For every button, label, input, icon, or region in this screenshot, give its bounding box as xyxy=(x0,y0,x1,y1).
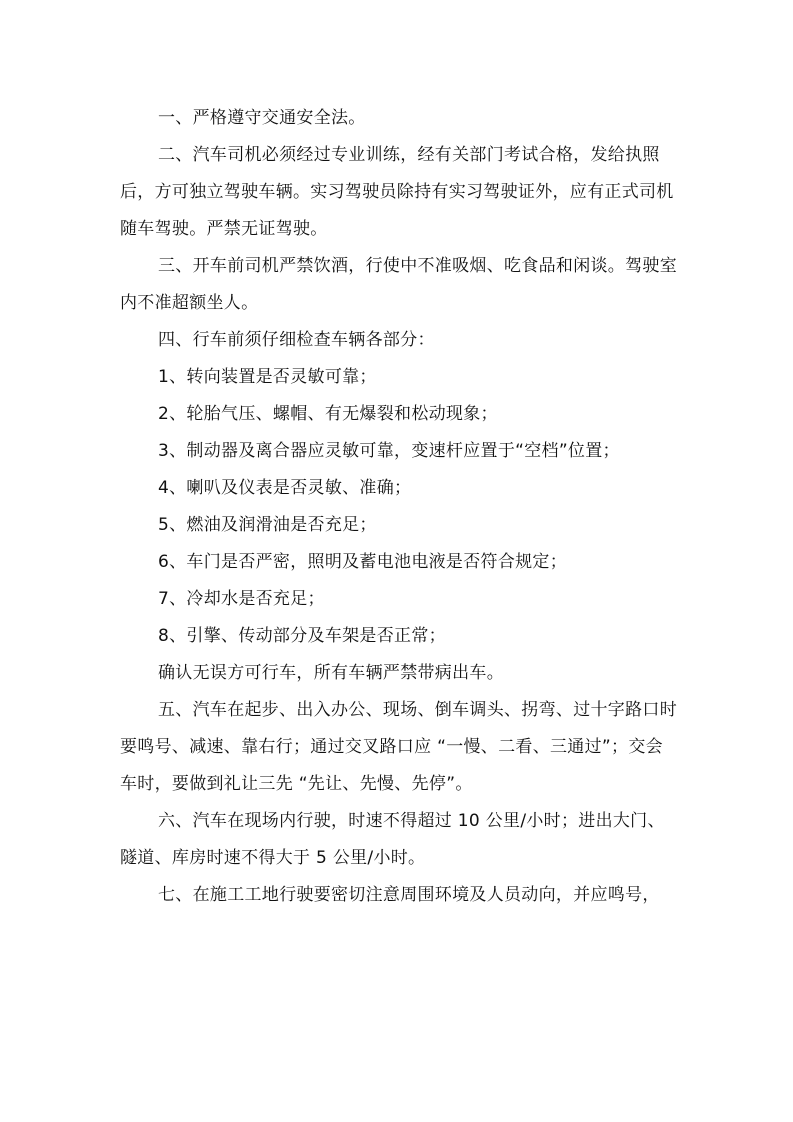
list-item-check-1: 1、转向装置是否灵敏可靠； xyxy=(158,367,377,387)
list-item-check-5: 5、燃油及润滑油是否充足； xyxy=(158,515,377,535)
list-item-check-7: 7、冷却水是否充足； xyxy=(158,589,325,609)
paragraph-rule-6: 六、汽车在现场内行驶，时速不得超过 10 公里/小时；进出大门、隧道、库房时速不得大于 5 公里/小时。 xyxy=(120,811,665,868)
paragraph-rule-1: 一、严格遵守交通安全法。 xyxy=(158,108,366,128)
list-item-check-2: 2、轮胎气压、螺帽、有无爆裂和松动现象； xyxy=(158,404,498,424)
list-item-check-6: 6、车门是否严密，照明及蓄电池电液是否符合规定； xyxy=(158,552,568,572)
document-body xyxy=(120,100,680,914)
paragraph-confirm: 确认无误方可行车，所有车辆严禁带病出车。 xyxy=(158,663,504,683)
paragraph-rule-7: 七、在施工工地行驶要密切注意周围环境及人员动向，并应鸣号， xyxy=(158,885,660,905)
paragraph-rule-5: 五、汽车在起步、出入办公、现场、倒车调头、拐弯、过十字路口时要鸣号、减速、靠右行；通过交叉路口应 “一慢、二看、三通过”；交会车时，要做到礼让三先 “先让、先慢、先停”。 xyxy=(120,700,677,794)
paragraph-rule-3: 三、开车前司机严禁饮酒，行使中不准吸烟、吃食品和闲谈。驾驶室内不准超额坐人。 xyxy=(120,256,677,313)
list-item-check-4: 4、喇叭及仪表是否灵敏、准确； xyxy=(158,478,412,498)
paragraph-rule-2: 二、汽车司机必须经过专业训练，经有关部门考试合格，发给执照后，方可独立驾驶车辆。实习驾驶员除持有实习驾驶证外，应有正式司机随车驾驶。严禁无证驾驶。 xyxy=(120,145,674,239)
paragraph-rule-4: 四、行车前须仔细检查车辆各部分： xyxy=(158,330,435,350)
list-item-check-3: 3、制动器及离合器应灵敏可靠，变速杆应置于“空档”位置； xyxy=(158,441,620,461)
list-item-check-8: 8、引擎、传动部分及车架是否正常； xyxy=(158,626,446,646)
